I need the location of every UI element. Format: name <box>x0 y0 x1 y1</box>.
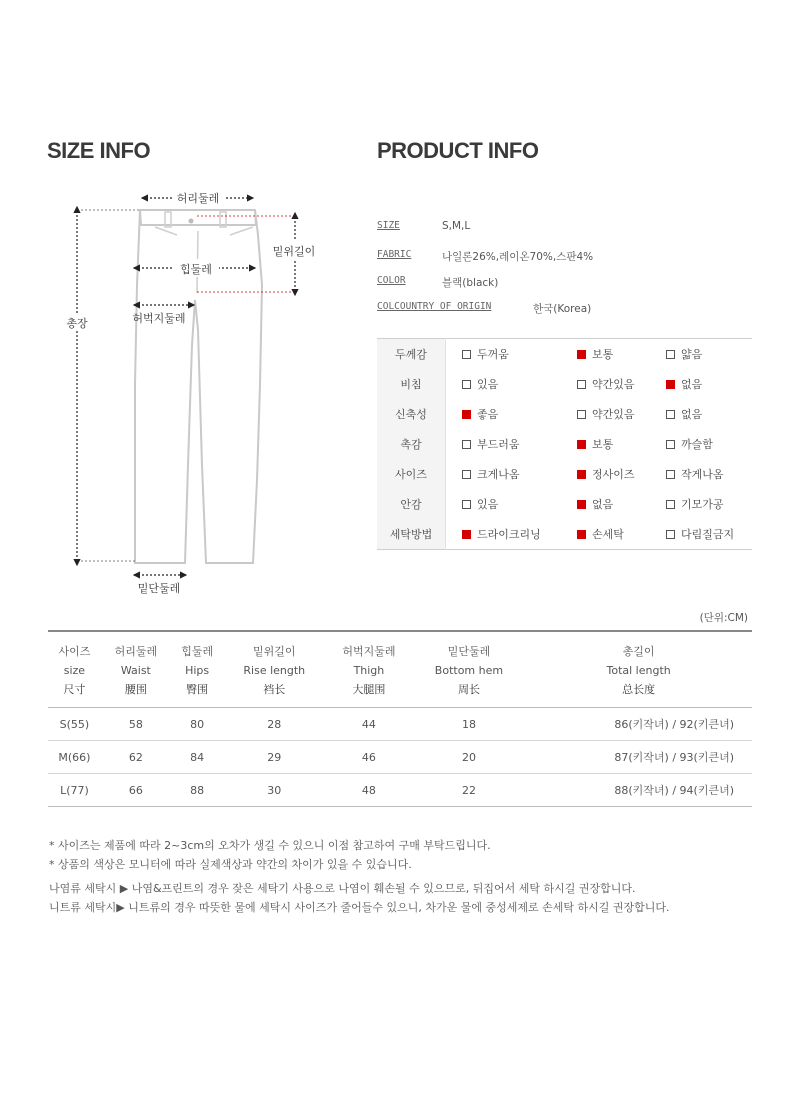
option-label: 정사이즈 <box>591 468 635 481</box>
attribute-row <box>377 399 752 429</box>
cell-hem: 22 <box>413 774 526 807</box>
product-origin-value: 한국(Korea) <box>533 303 592 315</box>
checkbox <box>577 500 586 509</box>
size-info-title: SIZE INFO <box>47 138 151 163</box>
checkbox <box>666 350 675 359</box>
cell-total-length: 86(키작녀) / 92(키큰녀) <box>525 708 752 741</box>
table-row <box>48 741 752 774</box>
checkbox <box>666 440 675 449</box>
cell-hips: 84 <box>171 741 224 774</box>
cell-waist: 62 <box>101 741 171 774</box>
checkbox <box>666 530 675 539</box>
option-label: 기모가공 <box>681 498 724 511</box>
cell-thigh: 44 <box>325 708 413 741</box>
option-label: 좋음 <box>477 408 499 421</box>
checkbox <box>666 470 675 479</box>
attribute-option <box>561 429 650 459</box>
attribute-name: 두께감 <box>377 339 446 370</box>
product-size-value: S,M,L <box>442 220 471 232</box>
checkbox <box>577 530 586 539</box>
attribute-option <box>446 339 561 370</box>
option-label: 보통 <box>591 438 614 451</box>
attribute-option <box>650 339 752 370</box>
cell-thigh: 46 <box>325 741 413 774</box>
header-hem: 밑단둘레 Bottom hem 周长 <box>413 631 526 708</box>
header-waist: 허리둘레 Waist 腰围 <box>101 631 171 708</box>
product-color-value: 블랙(black) <box>442 277 499 289</box>
rise-label: 밑위길이 <box>272 245 316 258</box>
attribute-option <box>561 459 650 489</box>
checkbox <box>462 350 471 359</box>
checkbox <box>577 410 586 419</box>
checkbox <box>666 380 675 389</box>
checkbox <box>462 410 471 419</box>
cell-thigh: 48 <box>325 774 413 807</box>
option-label: 드라이크리닝 <box>477 528 541 541</box>
attribute-row <box>377 459 752 489</box>
checkbox <box>577 350 586 359</box>
option-label: 부드러움 <box>477 438 520 451</box>
table-row <box>48 774 752 807</box>
attribute-option <box>561 399 650 429</box>
option-label: 보통 <box>591 348 614 361</box>
option-label: 까슬함 <box>681 438 713 451</box>
cell-hips: 80 <box>171 708 224 741</box>
attribute-option <box>561 339 650 370</box>
option-label: 있음 <box>477 378 499 391</box>
cell-size: M(66) <box>48 741 101 774</box>
product-fabric-key: FABRIC <box>377 249 412 260</box>
unit-label: (단위:CM) <box>699 612 748 624</box>
checkbox <box>577 440 586 449</box>
attribute-option <box>650 519 752 550</box>
attribute-row <box>377 369 752 399</box>
attribute-option <box>561 369 650 399</box>
checkbox <box>666 500 675 509</box>
option-label: 있음 <box>477 498 499 511</box>
option-label: 없음 <box>591 498 614 511</box>
attribute-option <box>561 489 650 519</box>
note-color-difference: * 상품의 색상은 모니터에 따라 실제색상과 약간의 차이가 있을 수 있습니다. <box>49 858 412 871</box>
attribute-option <box>650 369 752 399</box>
cell-waist: 66 <box>101 774 171 807</box>
note-knit-washing: 니트류 세탁시▶ 니트류의 경우 따뜻한 물에 세탁시 사이즈가 줄어들수 있으니, 차가운 물에 중성세제로 손세탁 하시길 권장합니다. <box>49 901 670 914</box>
checkbox <box>462 380 471 389</box>
attribute-name: 사이즈 <box>377 459 446 489</box>
header-rise: 밑위길이 Rise length 裆长 <box>223 631 325 708</box>
checkbox <box>462 530 471 539</box>
attribute-option <box>446 489 561 519</box>
cell-waist: 58 <box>101 708 171 741</box>
header-total-length: 총길이 Total length 总长度 <box>525 631 752 708</box>
cell-total-length: 87(키작녀) / 93(키큰녀) <box>525 741 752 774</box>
attribute-row <box>377 429 752 459</box>
attribute-row <box>377 339 752 370</box>
cell-hem: 18 <box>413 708 526 741</box>
total-length-label: 총장 <box>66 317 88 330</box>
product-info-title: PRODUCT INFO <box>377 138 539 163</box>
option-label: 두꺼움 <box>477 348 509 361</box>
attribute-option <box>650 399 752 429</box>
pants-size-diagram <box>55 185 355 605</box>
size-table-header-row <box>48 631 752 708</box>
attribute-name: 안감 <box>377 489 446 519</box>
hip-label: 힙둘레 <box>180 263 212 276</box>
option-label: 손세탁 <box>591 528 624 541</box>
hem-label: 밑단둘레 <box>137 582 181 595</box>
cell-size: S(55) <box>48 708 101 741</box>
attribute-name: 촉감 <box>377 429 446 459</box>
attribute-option <box>446 519 561 550</box>
note-print-washing: 나염류 세탁시 ▶ 나염&프린트의 경우 잦은 세탁기 사용으로 나염이 훼손될 수 있으므로, 뒤집어서 세탁 하시길 권장합니다. <box>49 882 636 895</box>
table-row <box>48 708 752 741</box>
option-label: 약간있음 <box>591 408 635 421</box>
header-thigh: 허벅지둘레 Thigh 大腿围 <box>325 631 413 708</box>
product-fabric-value: 나일론26%,레이온70%,스판4% <box>442 251 594 263</box>
option-label: 없음 <box>681 378 703 391</box>
attribute-name: 비침 <box>377 369 446 399</box>
product-color-key: COLOR <box>377 275 406 286</box>
checkbox <box>577 380 586 389</box>
checkbox <box>462 470 471 479</box>
option-label: 얇음 <box>681 348 703 361</box>
attribute-option <box>446 429 561 459</box>
product-size-key: SIZE <box>377 220 400 231</box>
cell-total-length: 88(키작녀) / 94(키큰녀) <box>525 774 752 807</box>
cell-hem: 20 <box>413 741 526 774</box>
checkbox <box>462 500 471 509</box>
attribute-name: 세탁방법 <box>377 519 446 550</box>
attribute-option <box>650 489 752 519</box>
cell-hips: 88 <box>171 774 224 807</box>
product-origin-key: COLCOUNTRY OF ORIGIN <box>377 301 492 312</box>
header-size: 사이즈 size 尺寸 <box>48 631 101 708</box>
note-size-tolerance: * 사이즈는 제품에 따라 2~3cm의 오차가 생길 수 있으니 이점 참고하여 구매 부탁드립니다. <box>49 839 491 852</box>
attribute-option <box>446 459 561 489</box>
product-attribute-table <box>377 338 752 550</box>
attribute-name: 신축성 <box>377 399 446 429</box>
attribute-option <box>561 519 650 550</box>
cell-rise: 30 <box>223 774 325 807</box>
button-detail <box>189 219 194 224</box>
cell-size: L(77) <box>48 774 101 807</box>
checkbox <box>666 410 675 419</box>
checkbox <box>577 470 586 479</box>
option-label: 다림질금지 <box>681 528 735 541</box>
option-label: 작게나옴 <box>681 468 724 481</box>
option-label: 약간있음 <box>591 378 635 391</box>
checkbox <box>462 440 471 449</box>
attribute-option <box>650 429 752 459</box>
attribute-row <box>377 489 752 519</box>
attribute-option <box>446 399 561 429</box>
attribute-option <box>446 369 561 399</box>
attribute-option <box>650 459 752 489</box>
size-measurement-table <box>48 630 752 807</box>
cell-rise: 28 <box>223 708 325 741</box>
cell-rise: 29 <box>223 741 325 774</box>
option-label: 없음 <box>681 408 703 421</box>
thigh-label: 허벅지둘레 <box>132 312 186 325</box>
option-label: 크게나옴 <box>477 468 520 481</box>
attribute-row <box>377 519 752 550</box>
waist-label: 허리둘레 <box>176 192 220 205</box>
header-hips: 힙둘레 Hips 臀围 <box>171 631 224 708</box>
